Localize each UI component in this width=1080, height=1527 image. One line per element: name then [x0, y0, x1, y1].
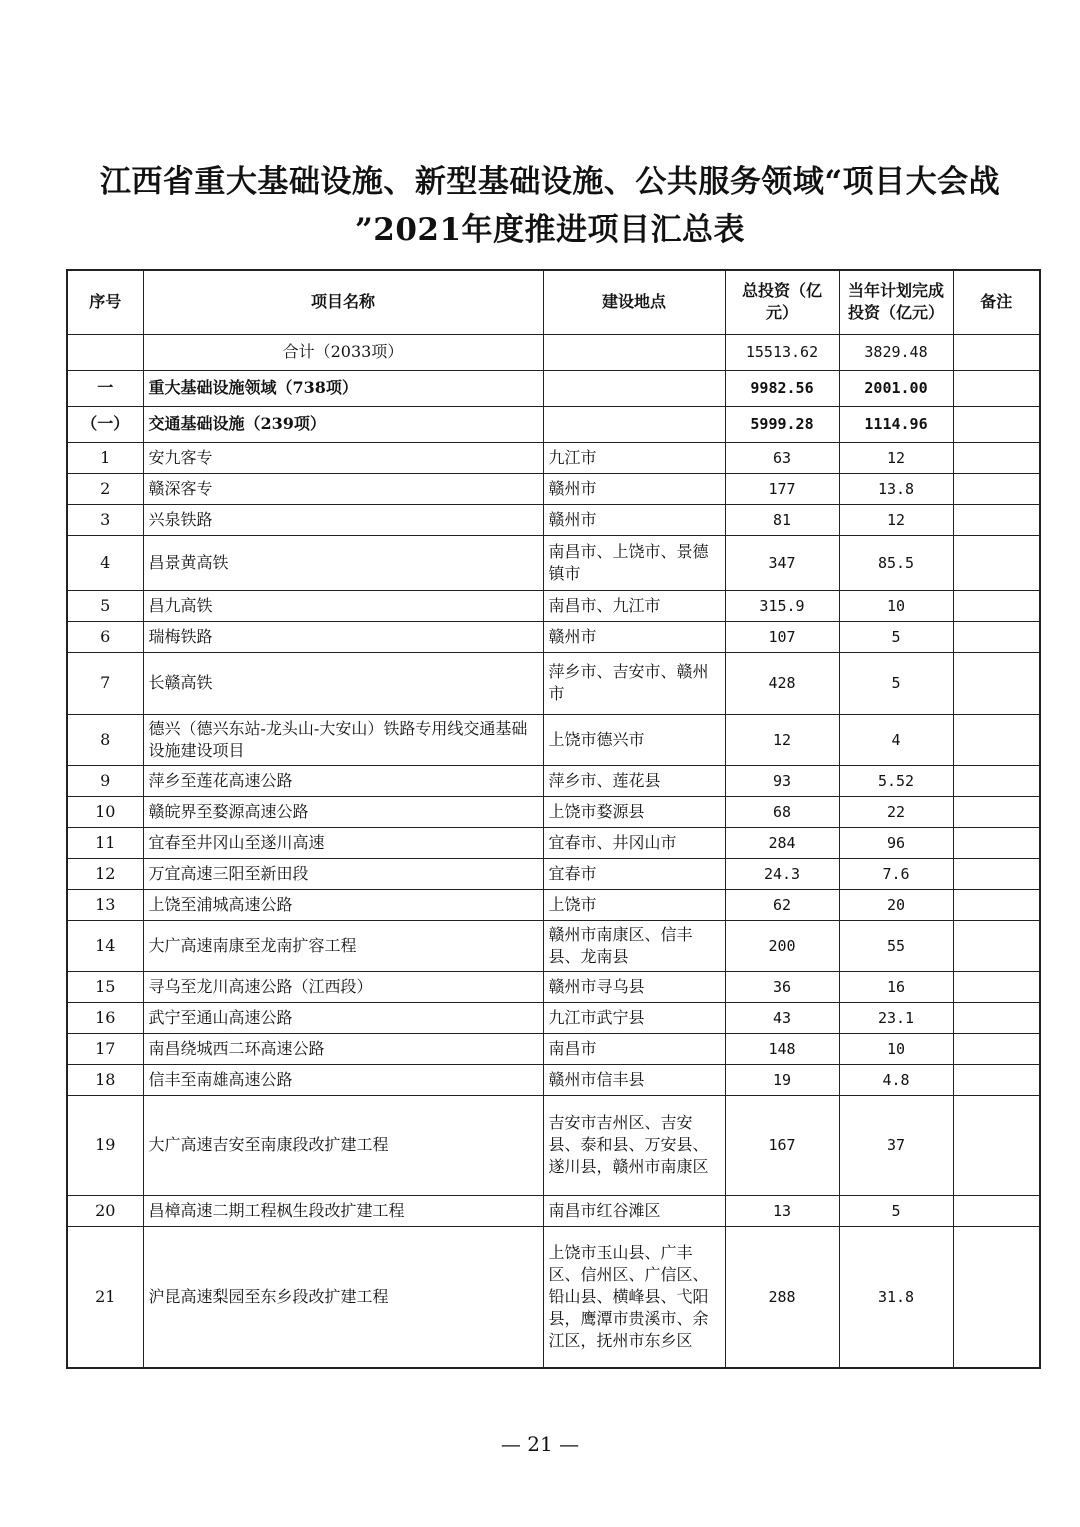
cell-name: 萍乡至莲花高速公路 — [143, 765, 543, 796]
table-row — [67, 827, 1040, 858]
cell-seq: 11 — [67, 827, 143, 858]
cell-location: 南昌市、九江市 — [543, 590, 725, 621]
cell-total: 288 — [725, 1226, 839, 1368]
cell-total: 93 — [725, 765, 839, 796]
table-header-row — [67, 270, 1040, 334]
cell-seq: 16 — [67, 1002, 143, 1033]
table-row — [67, 971, 1040, 1002]
cell-total: 347 — [725, 535, 839, 590]
cell-total: 148 — [725, 1033, 839, 1064]
cell-plan: 10 — [839, 590, 953, 621]
table-row — [67, 1064, 1040, 1095]
cell-seq: （一） — [67, 406, 143, 442]
cell-plan: 5.52 — [839, 765, 953, 796]
header-plan: 当年计划完成投资（亿元） — [839, 270, 953, 334]
cell-remark — [953, 1002, 1040, 1033]
table-row — [67, 858, 1040, 889]
cell-location: 赣州市 — [543, 504, 725, 535]
cell-remark — [953, 590, 1040, 621]
cell-plan: 5 — [839, 1195, 953, 1226]
summary-row — [67, 334, 1040, 370]
cell-total: 5999.28 — [725, 406, 839, 442]
document-title — [60, 158, 1040, 254]
table-row — [67, 889, 1040, 920]
table-body — [67, 334, 1040, 1368]
cell-location: 赣州市南康区、信丰县、龙南县 — [543, 920, 725, 971]
cell-seq: 19 — [67, 1095, 143, 1195]
table-row — [67, 590, 1040, 621]
cell-location: 赣州市 — [543, 473, 725, 504]
cell-remark — [953, 442, 1040, 473]
cell-name: 宜春至井冈山至遂川高速 — [143, 827, 543, 858]
cell-name: 昌景黄高铁 — [143, 535, 543, 590]
cell-remark — [953, 714, 1040, 765]
cell-remark — [953, 827, 1040, 858]
cell-name: 合计（2033项） — [143, 334, 543, 370]
cell-name: 上饶至浦城高速公路 — [143, 889, 543, 920]
cell-plan: 12 — [839, 504, 953, 535]
cell-plan: 31.8 — [839, 1226, 953, 1368]
table-row — [67, 442, 1040, 473]
cell-total: 68 — [725, 796, 839, 827]
cell-name: 兴泉铁路 — [143, 504, 543, 535]
cell-location: 南昌市红谷滩区 — [543, 1195, 725, 1226]
cell-remark — [953, 1064, 1040, 1095]
cell-remark — [953, 473, 1040, 504]
cell-location: 萍乡市、莲花县 — [543, 765, 725, 796]
table-row — [67, 1226, 1040, 1368]
cell-location: 九江市武宁县 — [543, 1002, 725, 1033]
cell-plan: 4 — [839, 714, 953, 765]
header-name: 项目名称 — [143, 270, 543, 334]
table-row — [67, 765, 1040, 796]
cell-name: 昌樟高速二期工程枫生段改扩建工程 — [143, 1195, 543, 1226]
cell-plan: 20 — [839, 889, 953, 920]
cell-seq: 4 — [67, 535, 143, 590]
cell-total: 24.3 — [725, 858, 839, 889]
cell-location — [543, 406, 725, 442]
cell-total: 9982.56 — [725, 370, 839, 406]
cell-plan: 13.8 — [839, 473, 953, 504]
cell-location: 南昌市、上饶市、景德镇市 — [543, 535, 725, 590]
page-number: — 21 — — [500, 1432, 580, 1456]
cell-location: 上饶市德兴市 — [543, 714, 725, 765]
cell-name: 德兴（德兴东站-龙头山-大安山）铁路专用线交通基础设施建设项目 — [143, 714, 543, 765]
table-row — [67, 1002, 1040, 1033]
cell-total: 15513.62 — [725, 334, 839, 370]
table-row — [67, 535, 1040, 590]
cell-plan: 55 — [839, 920, 953, 971]
cell-name: 赣深客专 — [143, 473, 543, 504]
cell-seq: 一 — [67, 370, 143, 406]
cell-plan: 10 — [839, 1033, 953, 1064]
title-line-1: 江西省重大基础设施、新型基础设施、公共服务领域“项目大会战 — [99, 164, 1001, 200]
cell-name: 大广高速南康至龙南扩容工程 — [143, 920, 543, 971]
cell-remark — [953, 1226, 1040, 1368]
cell-plan: 2001.00 — [839, 370, 953, 406]
cell-seq: 15 — [67, 971, 143, 1002]
cell-location: 上饶市玉山县、广丰区、信州区、广信区、铅山县、横峰县、弋阳县，鹰潭市贵溪市、余江区，抚州市东乡区 — [543, 1226, 725, 1368]
cell-name: 沪昆高速梨园至东乡段改扩建工程 — [143, 1226, 543, 1368]
cell-remark — [953, 1095, 1040, 1195]
cell-name: 瑞梅铁路 — [143, 621, 543, 652]
cell-seq: 21 — [67, 1226, 143, 1368]
table-row — [67, 621, 1040, 652]
cell-remark — [953, 920, 1040, 971]
cell-seq: 2 — [67, 473, 143, 504]
cell-name: 武宁至通山高速公路 — [143, 1002, 543, 1033]
cell-total: 107 — [725, 621, 839, 652]
cell-location: 赣州市信丰县 — [543, 1064, 725, 1095]
cell-plan: 3829.48 — [839, 334, 953, 370]
cell-name: 重大基础设施领域（738项） — [143, 370, 543, 406]
cell-seq: 18 — [67, 1064, 143, 1095]
cell-plan: 16 — [839, 971, 953, 1002]
cell-remark — [953, 504, 1040, 535]
cell-total: 13 — [725, 1195, 839, 1226]
cell-name: 长赣高铁 — [143, 652, 543, 714]
cell-total: 284 — [725, 827, 839, 858]
summary-row — [67, 406, 1040, 442]
cell-remark — [953, 971, 1040, 1002]
cell-total: 177 — [725, 473, 839, 504]
cell-seq: 20 — [67, 1195, 143, 1226]
cell-remark — [953, 406, 1040, 442]
cell-location: 萍乡市、吉安市、赣州市 — [543, 652, 725, 714]
cell-seq: 7 — [67, 652, 143, 714]
cell-plan: 37 — [839, 1095, 953, 1195]
cell-seq — [67, 334, 143, 370]
cell-name: 万宜高速三阳至新田段 — [143, 858, 543, 889]
cell-plan: 4.8 — [839, 1064, 953, 1095]
cell-seq: 1 — [67, 442, 143, 473]
cell-location: 上饶市婺源县 — [543, 796, 725, 827]
cell-remark — [953, 889, 1040, 920]
cell-remark — [953, 621, 1040, 652]
cell-total: 167 — [725, 1095, 839, 1195]
cell-remark — [953, 765, 1040, 796]
header-location: 建设地点 — [543, 270, 725, 334]
cell-plan: 1114.96 — [839, 406, 953, 442]
cell-name: 信丰至南雄高速公路 — [143, 1064, 543, 1095]
cell-seq: 14 — [67, 920, 143, 971]
cell-remark — [953, 334, 1040, 370]
cell-seq: 10 — [67, 796, 143, 827]
cell-location — [543, 334, 725, 370]
cell-plan: 7.6 — [839, 858, 953, 889]
cell-plan: 5 — [839, 652, 953, 714]
cell-total: 81 — [725, 504, 839, 535]
cell-plan: 12 — [839, 442, 953, 473]
cell-total: 315.9 — [725, 590, 839, 621]
cell-remark — [953, 652, 1040, 714]
cell-location: 赣州市寻乌县 — [543, 971, 725, 1002]
cell-total: 43 — [725, 1002, 839, 1033]
cell-plan: 96 — [839, 827, 953, 858]
table-row — [67, 1095, 1040, 1195]
table-row — [67, 473, 1040, 504]
cell-name: 安九客专 — [143, 442, 543, 473]
table-row — [67, 796, 1040, 827]
project-summary-table — [66, 269, 1041, 1369]
cell-seq: 3 — [67, 504, 143, 535]
cell-remark — [953, 796, 1040, 827]
cell-name: 寻乌至龙川高速公路（江西段） — [143, 971, 543, 1002]
cell-total: 200 — [725, 920, 839, 971]
title-line-2: ”2021年度推进项目汇总表 — [354, 212, 746, 248]
cell-seq: 13 — [67, 889, 143, 920]
header-total: 总投资（亿元） — [725, 270, 839, 334]
cell-plan: 5 — [839, 621, 953, 652]
table-row — [67, 504, 1040, 535]
cell-seq: 9 — [67, 765, 143, 796]
cell-seq: 8 — [67, 714, 143, 765]
cell-total: 12 — [725, 714, 839, 765]
cell-total: 36 — [725, 971, 839, 1002]
table-row — [67, 920, 1040, 971]
cell-location: 上饶市 — [543, 889, 725, 920]
cell-location: 九江市 — [543, 442, 725, 473]
cell-remark — [953, 535, 1040, 590]
cell-total: 62 — [725, 889, 839, 920]
cell-location: 宜春市、井冈山市 — [543, 827, 725, 858]
table-row — [67, 1195, 1040, 1226]
cell-location — [543, 370, 725, 406]
cell-plan: 23.1 — [839, 1002, 953, 1033]
cell-name: 南昌绕城西二环高速公路 — [143, 1033, 543, 1064]
cell-name: 昌九高铁 — [143, 590, 543, 621]
table-row — [67, 652, 1040, 714]
cell-name: 交通基础设施（239项） — [143, 406, 543, 442]
cell-seq: 17 — [67, 1033, 143, 1064]
cell-name: 赣皖界至婺源高速公路 — [143, 796, 543, 827]
cell-total: 63 — [725, 442, 839, 473]
cell-remark — [953, 1033, 1040, 1064]
table-row — [67, 714, 1040, 765]
cell-total: 19 — [725, 1064, 839, 1095]
cell-remark — [953, 370, 1040, 406]
cell-seq: 5 — [67, 590, 143, 621]
cell-plan: 22 — [839, 796, 953, 827]
cell-seq: 12 — [67, 858, 143, 889]
summary-row — [67, 370, 1040, 406]
cell-remark — [953, 1195, 1040, 1226]
cell-remark — [953, 858, 1040, 889]
cell-location: 宜春市 — [543, 858, 725, 889]
cell-total: 428 — [725, 652, 839, 714]
cell-location: 赣州市 — [543, 621, 725, 652]
header-remark: 备注 — [953, 270, 1040, 334]
cell-location: 南昌市 — [543, 1033, 725, 1064]
cell-plan: 85.5 — [839, 535, 953, 590]
cell-name: 大广高速吉安至南康段改扩建工程 — [143, 1095, 543, 1195]
cell-seq: 6 — [67, 621, 143, 652]
header-seq: 序号 — [67, 270, 143, 334]
cell-location: 吉安市吉州区、吉安县、泰和县、万安县、遂川县，赣州市南康区 — [543, 1095, 725, 1195]
table-row — [67, 1033, 1040, 1064]
